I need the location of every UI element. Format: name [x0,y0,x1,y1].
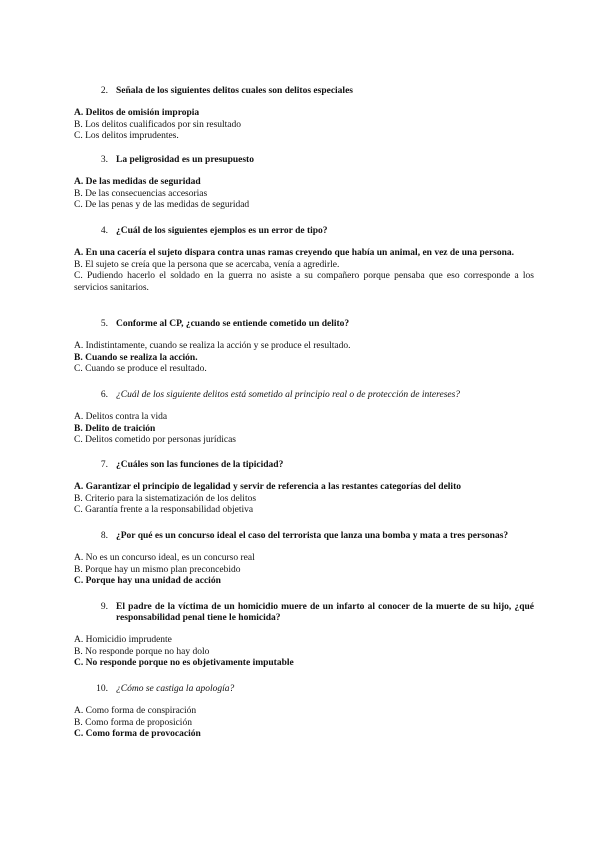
question-heading [74,155,534,166]
question-10 [74,684,534,741]
question-number: 8. [100,531,108,541]
answer-c: C. De las penas y de las medidas de seguridad [74,200,250,210]
question-heading [74,531,534,542]
answer-b: B. Cuando se realiza la acción. [74,352,198,363]
question-text: Conforme al CP, ¿cuando se entiende cometido un delito? [116,319,350,329]
question-number: 10. [96,684,108,694]
answer-b: B. No responde porque no hay dolo [74,646,210,657]
question-text: ¿Cuál de los siguiente delitos está sometido al principio real o de protección de intereses? [116,390,461,400]
question-5 [74,319,534,376]
question-9 [74,602,534,670]
answer-list [74,482,534,517]
answer-list [74,553,534,588]
answer-c: C. Cuando se produce el resultado. [74,364,207,374]
question-heading [74,86,534,97]
answer-b: B. Delito de traición [74,423,156,434]
question-heading [74,460,534,471]
question-6 [74,390,534,447]
question-number: 4. [100,226,108,236]
answer-b: B. Como forma de proposición [74,717,192,728]
answer-list [74,177,534,212]
answer-a: A. En una cacería el sujeto dispara contra unas ramas creyendo que había un animal, en vez de una persona. [74,248,515,258]
answer-c: C. Garantía frente a la responsabilidad objetiva [74,505,254,515]
question-heading [74,319,534,330]
answer-c: C. No responde porque no es objetivamente imputable [74,658,294,668]
question-text: Señala de los siguientes delitos cuales son delitos especiales [116,86,353,96]
answer-c: C. Pudiendo hacerlo el soldado en la guerra no asiste a su compañero porque pensaba que eso corresponde a los servicios sanitarios. [74,271,534,293]
question-heading [74,226,534,237]
answer-list [74,341,534,376]
answer-b: B. De las consecuencias accesorias [74,188,208,199]
question-text: ¿Cuál de los siguientes ejemplos es un error de tipo? [116,226,328,236]
answer-c: C. Delitos cometido por personas jurídicas [74,435,236,445]
question-number: 9. [100,602,108,612]
question-text: La peligrosidad es un presupuesto [116,155,254,165]
question-number: 6. [100,390,108,400]
answer-list [74,412,534,447]
answer-b: B. Porque hay un mismo plan preconcebido [74,564,241,575]
question-number: 2. [100,86,108,96]
answer-c: C. Los delitos imprudentes. [74,131,179,141]
answer-b: B. El sujeto se creía que la persona que se acercaba, venía a agredirle. [74,259,340,270]
question-heading [74,602,534,624]
question-text: El padre de la víctima de un homicidio muere de un infarto al conocer de la muerte de su hijo, ¿qué responsabilidad penal tiene le homicida? [116,602,534,623]
answer-c: C. Como forma de provocación [74,729,201,739]
question-heading [74,684,534,695]
answer-c: C. Porque hay una unidad de acción [74,576,221,586]
answer-list [74,635,534,670]
question-2 [74,86,534,143]
question-7 [74,460,534,517]
question-heading [74,390,534,401]
answer-a: A. No es un concurso ideal, es un concurso real [74,553,255,563]
question-4 [74,226,534,294]
answer-list [74,248,534,294]
answer-list [74,706,534,741]
question-text: ¿Por qué es un concurso ideal el caso del terrorista que lanza una bomba y mata a tres personas? [116,531,509,541]
answer-list [74,108,534,143]
question-8 [74,531,534,588]
question-text: ¿Cómo se castiga la apología? [116,684,235,694]
answer-a: A. Como forma de conspiración [74,706,197,716]
answer-b: B. Criterio para la sistematización de los delitos [74,493,257,504]
answer-a: A. Garantizar el principio de legalidad y servir de referencia a las restantes categorías del delito [74,482,461,492]
answer-a: A. De las medidas de seguridad [74,177,201,187]
answer-b: B. Los delitos cualificados por sin resultado [74,119,242,130]
answer-a: A. Delitos contra la vida [74,412,168,422]
answer-a: A. Delitos de omisión impropia [74,108,200,118]
question-text: ¿Cuáles son las funciones de la tipicidad? [116,460,284,470]
answer-a: A. Indistintamente, cuando se realiza la acción y se produce el resultado. [74,341,351,351]
question-number: 5. [100,319,108,329]
question-3 [74,155,534,212]
question-number: 3. [100,155,108,165]
question-number: 7. [100,460,108,470]
answer-a: A. Homicidio imprudente [74,635,172,645]
